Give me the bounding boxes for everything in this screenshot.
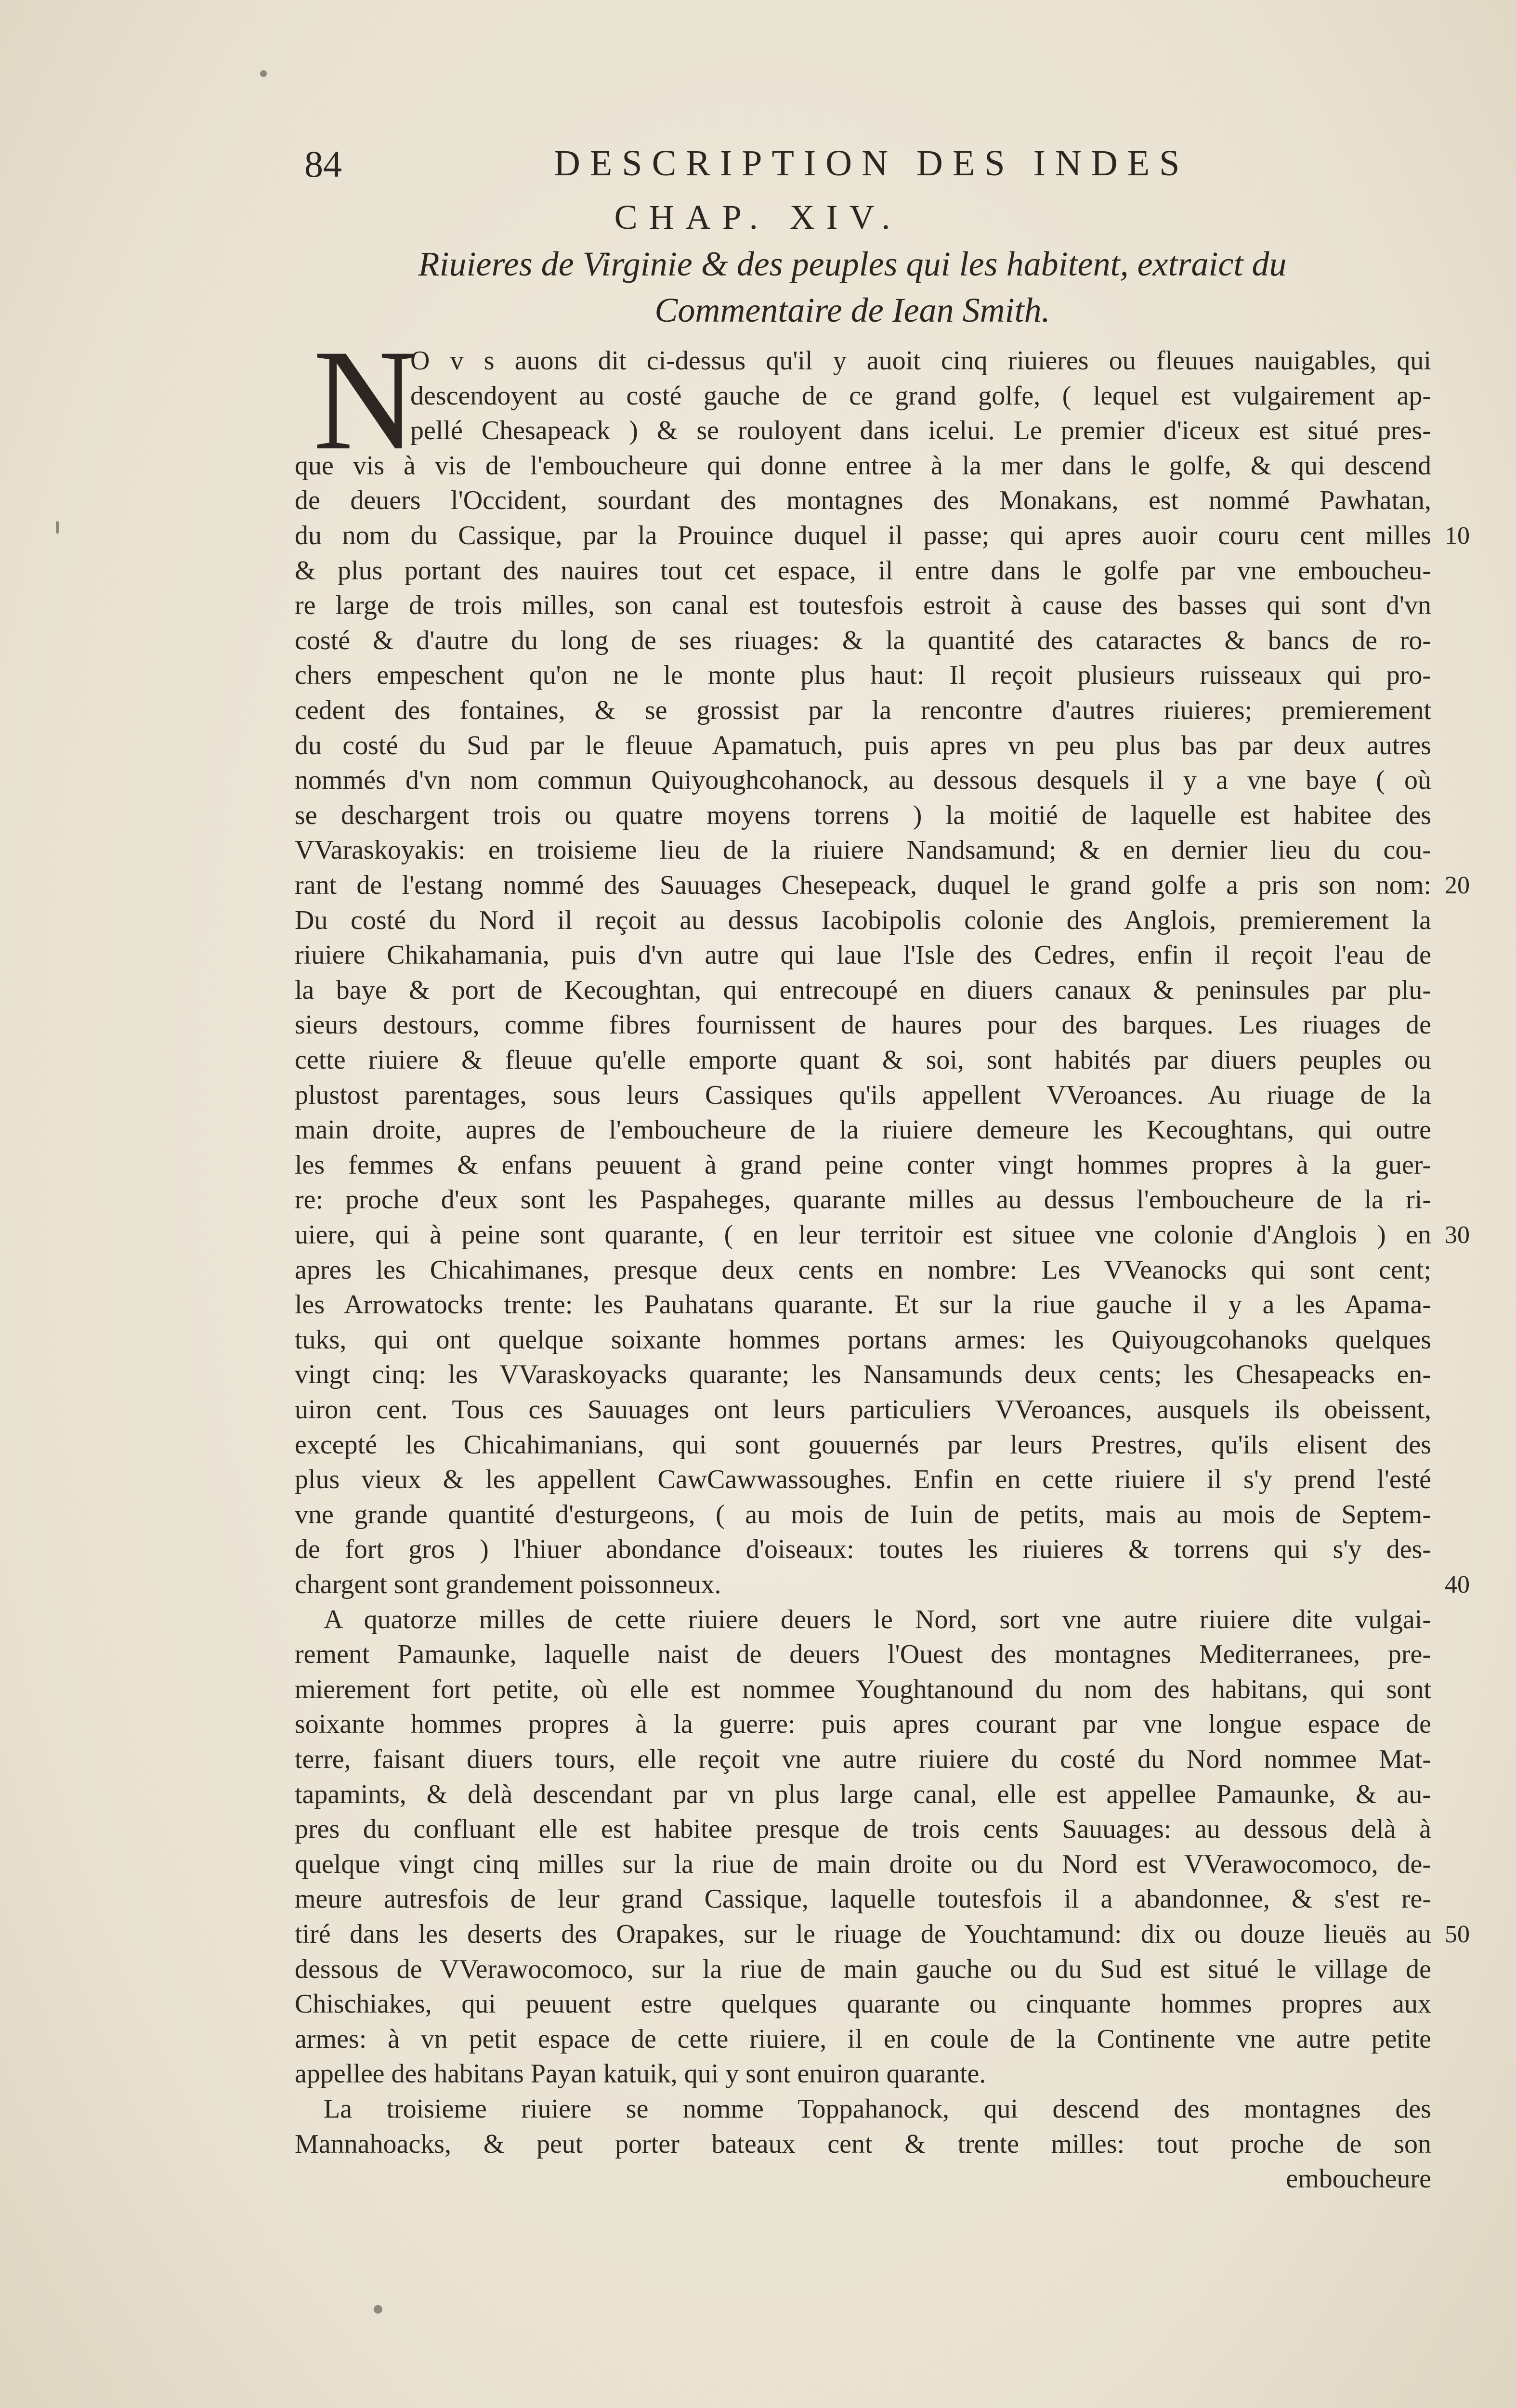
text-line: la baye & port de Kecoughtan, qui entrecoupé en diuers canaux & peninsules par plu-: [295, 975, 1431, 1005]
text-line: les Arrowatocks trente: les Pauhatans quarante. Et sur la riue gauche il y a les Apama-: [295, 1290, 1431, 1320]
text-line: VVaraskoyakis: en troisieme lieu de la riuiere Nandsamund; & en dernier lieu du cou-: [295, 835, 1431, 865]
text-line: Chischiakes, qui peuuent estre quelques quarante ou cinquante hommes propres aux: [295, 1989, 1431, 2019]
text-line: tiré dans les deserts des Orapakes, sur le riuage de Youchtamund: dix ou douze lieuës au: [295, 1919, 1431, 1949]
paper-speck: [374, 2305, 382, 2314]
text-line: main droite, aupres de l'embouchеure de la riuiere demeure les Kecoughtans, qui outre: [295, 1115, 1431, 1145]
chapter-label: CHAP. XIV.: [614, 198, 902, 236]
text-line: re large de trois milles, son canal est toutesfois estroit à cause des basses qui sont d'vn: [295, 590, 1431, 620]
text-line: costé & d'autre du long de ses riuages: & la quantité des cataractes & bancs de ro-: [295, 626, 1431, 655]
text-line: descendoyent au costé gauche de ce grand golfe, ( lequel est vulgairement ap-: [410, 381, 1431, 411]
text-line: pellé Chesapeack ) & se rouloyent dans icelui. Le premier d'iceux est situé pres-: [410, 416, 1431, 445]
text-line: uiron cent. Tous ces Sauuages ont leurs particuliers VVeroances, ausquels ils obeissent,: [295, 1395, 1431, 1425]
text-line: vne grande quantité d'esturgeons, ( au mois de Iuin de petits, mais au mois de Septem-: [295, 1500, 1431, 1530]
text-line: rement Pamaunke, laquelle naist de deuers l'Ouest des montagnes Mediterranees, pre-: [295, 1639, 1431, 1669]
text-line: soixante hommes propres à la guerre: puis apres courant par vne longue espace de: [295, 1709, 1431, 1739]
margin-line-number: 50: [1445, 1921, 1470, 1948]
margin-line-number: 20: [1445, 872, 1470, 899]
text-line: cette riuiere & fleuue qu'elle emporte quant & soi, sont habités par diuers peuples ou: [295, 1045, 1431, 1075]
text-line: Mannahoacks, & peut porter bateaux cent & trente milles: tout proche de son: [295, 2129, 1431, 2159]
text-line: La troisieme riuiere se nomme Toppahanock, qui descend des montagnes des: [324, 2094, 1431, 2124]
margin-line-number: 10: [1445, 522, 1470, 550]
margin-line-number: 40: [1445, 1571, 1470, 1598]
text-line: O v s auons dit ci-dessus qu'il y auoit cinq riuieres ou fleuues nauigables, qui: [410, 346, 1431, 376]
text-line: appellee des habitans Payan katuik, qui y sont enuiron quarante.: [295, 2059, 986, 2089]
margin-line-number: 30: [1445, 1221, 1470, 1249]
text-line: chers empeschent qu'on ne le monte plus haut: Il reçoit plusieurs ruisseaux qui pro-: [295, 660, 1431, 690]
text-line: A quatorze milles de cette riuiere deuers le Nord, sort vne autre riuiere dite vulgai-: [324, 1605, 1431, 1635]
text-line: uiere, qui à peine sont quarante, ( en leur territoir est situee vne colonie d'Anglois ) en: [295, 1220, 1431, 1250]
page-header: [0, 143, 1516, 200]
paper-speck: [260, 70, 267, 77]
page-number: 84: [304, 143, 342, 185]
text-line: riuiere Chikahamania, puis d'vn autre qui laue l'Isle des Cedres, enfin il reçoit l'eau de: [295, 940, 1431, 970]
text-line: meure autresfois de leur grand Cassique, laquelle toutesfois il a abandonnee, & s'est re-: [295, 1884, 1431, 1914]
text-line: nommés d'vn nom commun Quiyoughcohanock, au dessous desquels il y a vne baye ( où: [295, 765, 1431, 795]
text-line: re: proche d'eux sont les Paspaheges, quarante milles au dessus l'embouchеure de la ri-: [295, 1185, 1431, 1215]
drop-cap: N: [313, 320, 418, 480]
text-line: pres du confluant elle est habitee presque de trois cents Sauuages: au dessous delà à: [295, 1814, 1431, 1844]
chapter-title-line: Commentaire de Iean Smith.: [654, 291, 1050, 329]
text-line: vingt cinq: les VVaraskoyacks quarante; les Nansamunds deux cents; les Chesapeacks en-: [295, 1360, 1431, 1389]
text-line: se deschargent trois ou quatre moyens torrens ) la moitié de laquelle est habitee des: [295, 800, 1431, 830]
text-line: terre, faisant diuers tours, elle reçoit vne autre riuiere du costé du Nord nommee Mat-: [295, 1744, 1431, 1774]
text-line: tuks, qui ont quelque soixante hommes portans armes: les Quiyougcohanoks quelques: [295, 1325, 1431, 1355]
text-line: que vis à vis de l'embouchеure qui donne entree à la mer dans le golfe, & qui descend: [295, 451, 1431, 481]
paper-speck: [56, 521, 59, 534]
text-line: quelque vingt cinq milles sur la riue de main droite ou du Nord est VVerawocomoco, de-: [295, 1849, 1431, 1879]
text-line: embouchеure: [1286, 2164, 1431, 2194]
text-line: chargent sont grandement poissonneux.: [295, 1570, 721, 1599]
text-line: tapamints, & delà descendant par vn plus large canal, elle est appellee Pamaunke, & au-: [295, 1780, 1431, 1809]
text-line: dessous de VVerawocomoco, sur la riue de main gauche ou du Sud est situé le village de: [295, 1954, 1431, 1984]
chapter-title-line: Riuieres de Virginie & des peuples qui les habitent, extraict du: [418, 245, 1287, 283]
text-line: & plus portant des nauires tout cet espace, il entre dans le golfe par vne embouchеu-: [295, 556, 1431, 586]
text-line: armes: à vn petit espace de cette riuiere, il en coule de la Continente vne autre petite: [295, 2024, 1431, 2054]
text-line: excepté les Chicahimanians, qui sont gouuernés par leurs Prestres, qu'ils elisent des: [295, 1430, 1431, 1460]
text-line: apres les Chicahimanes, presque deux cents en nombre: Les VVeanocks qui sont cent;: [295, 1255, 1431, 1285]
text-line: de fort gros ) l'hiuer abondance d'oiseaux: toutes les riuieres & torrens qui s'y des-: [295, 1534, 1431, 1564]
text-line: mierement fort petite, où elle est nommee Youghtanound du nom des habitans, qui sont: [295, 1675, 1431, 1704]
chapter-title: [347, 241, 1358, 333]
text-line: cedent des fontaines, & se grossist par la rencontre d'autres riuieres; premierement: [295, 695, 1431, 725]
text-line: plustost parentages, sous leurs Cassiques qu'ils appellent VVeroances. Au riuage de la: [295, 1080, 1431, 1110]
running-title: DESCRIPTION DES INDES: [554, 143, 1189, 183]
text-line: de deuers l'Occident, sourdant des montagnes des Monakans, est nommé Pawhatan,: [295, 485, 1431, 515]
text-line: Du costé du Nord il reçoit au dessus Iacobipolis colonie des Anglois, premierement la: [295, 905, 1431, 935]
text-line: plus vieux & les appellent CawCawwassoughes. Enfin en cette riuiere il s'y prend l'esté: [295, 1465, 1431, 1494]
text-line: rant de l'estang nommé des Sauuages Chesepeack, duquel le grand golfe a pris son nom:: [295, 870, 1431, 900]
text-line: sieurs destours, comme fibres fournissent de haures pour des barques. Les riuages de: [295, 1010, 1431, 1040]
text-line: du nom du Cassique, par la Prouince duquel il passe; qui apres auoir couru cent milles: [295, 521, 1431, 550]
text-line: du costé du Sud par le fleuue Apamatuch, puis apres vn peu plus bas par deux autres: [295, 731, 1431, 760]
text-line: les femmes & enfans peuuent à grand peine conter vingt hommes propres à la guer-: [295, 1150, 1431, 1180]
